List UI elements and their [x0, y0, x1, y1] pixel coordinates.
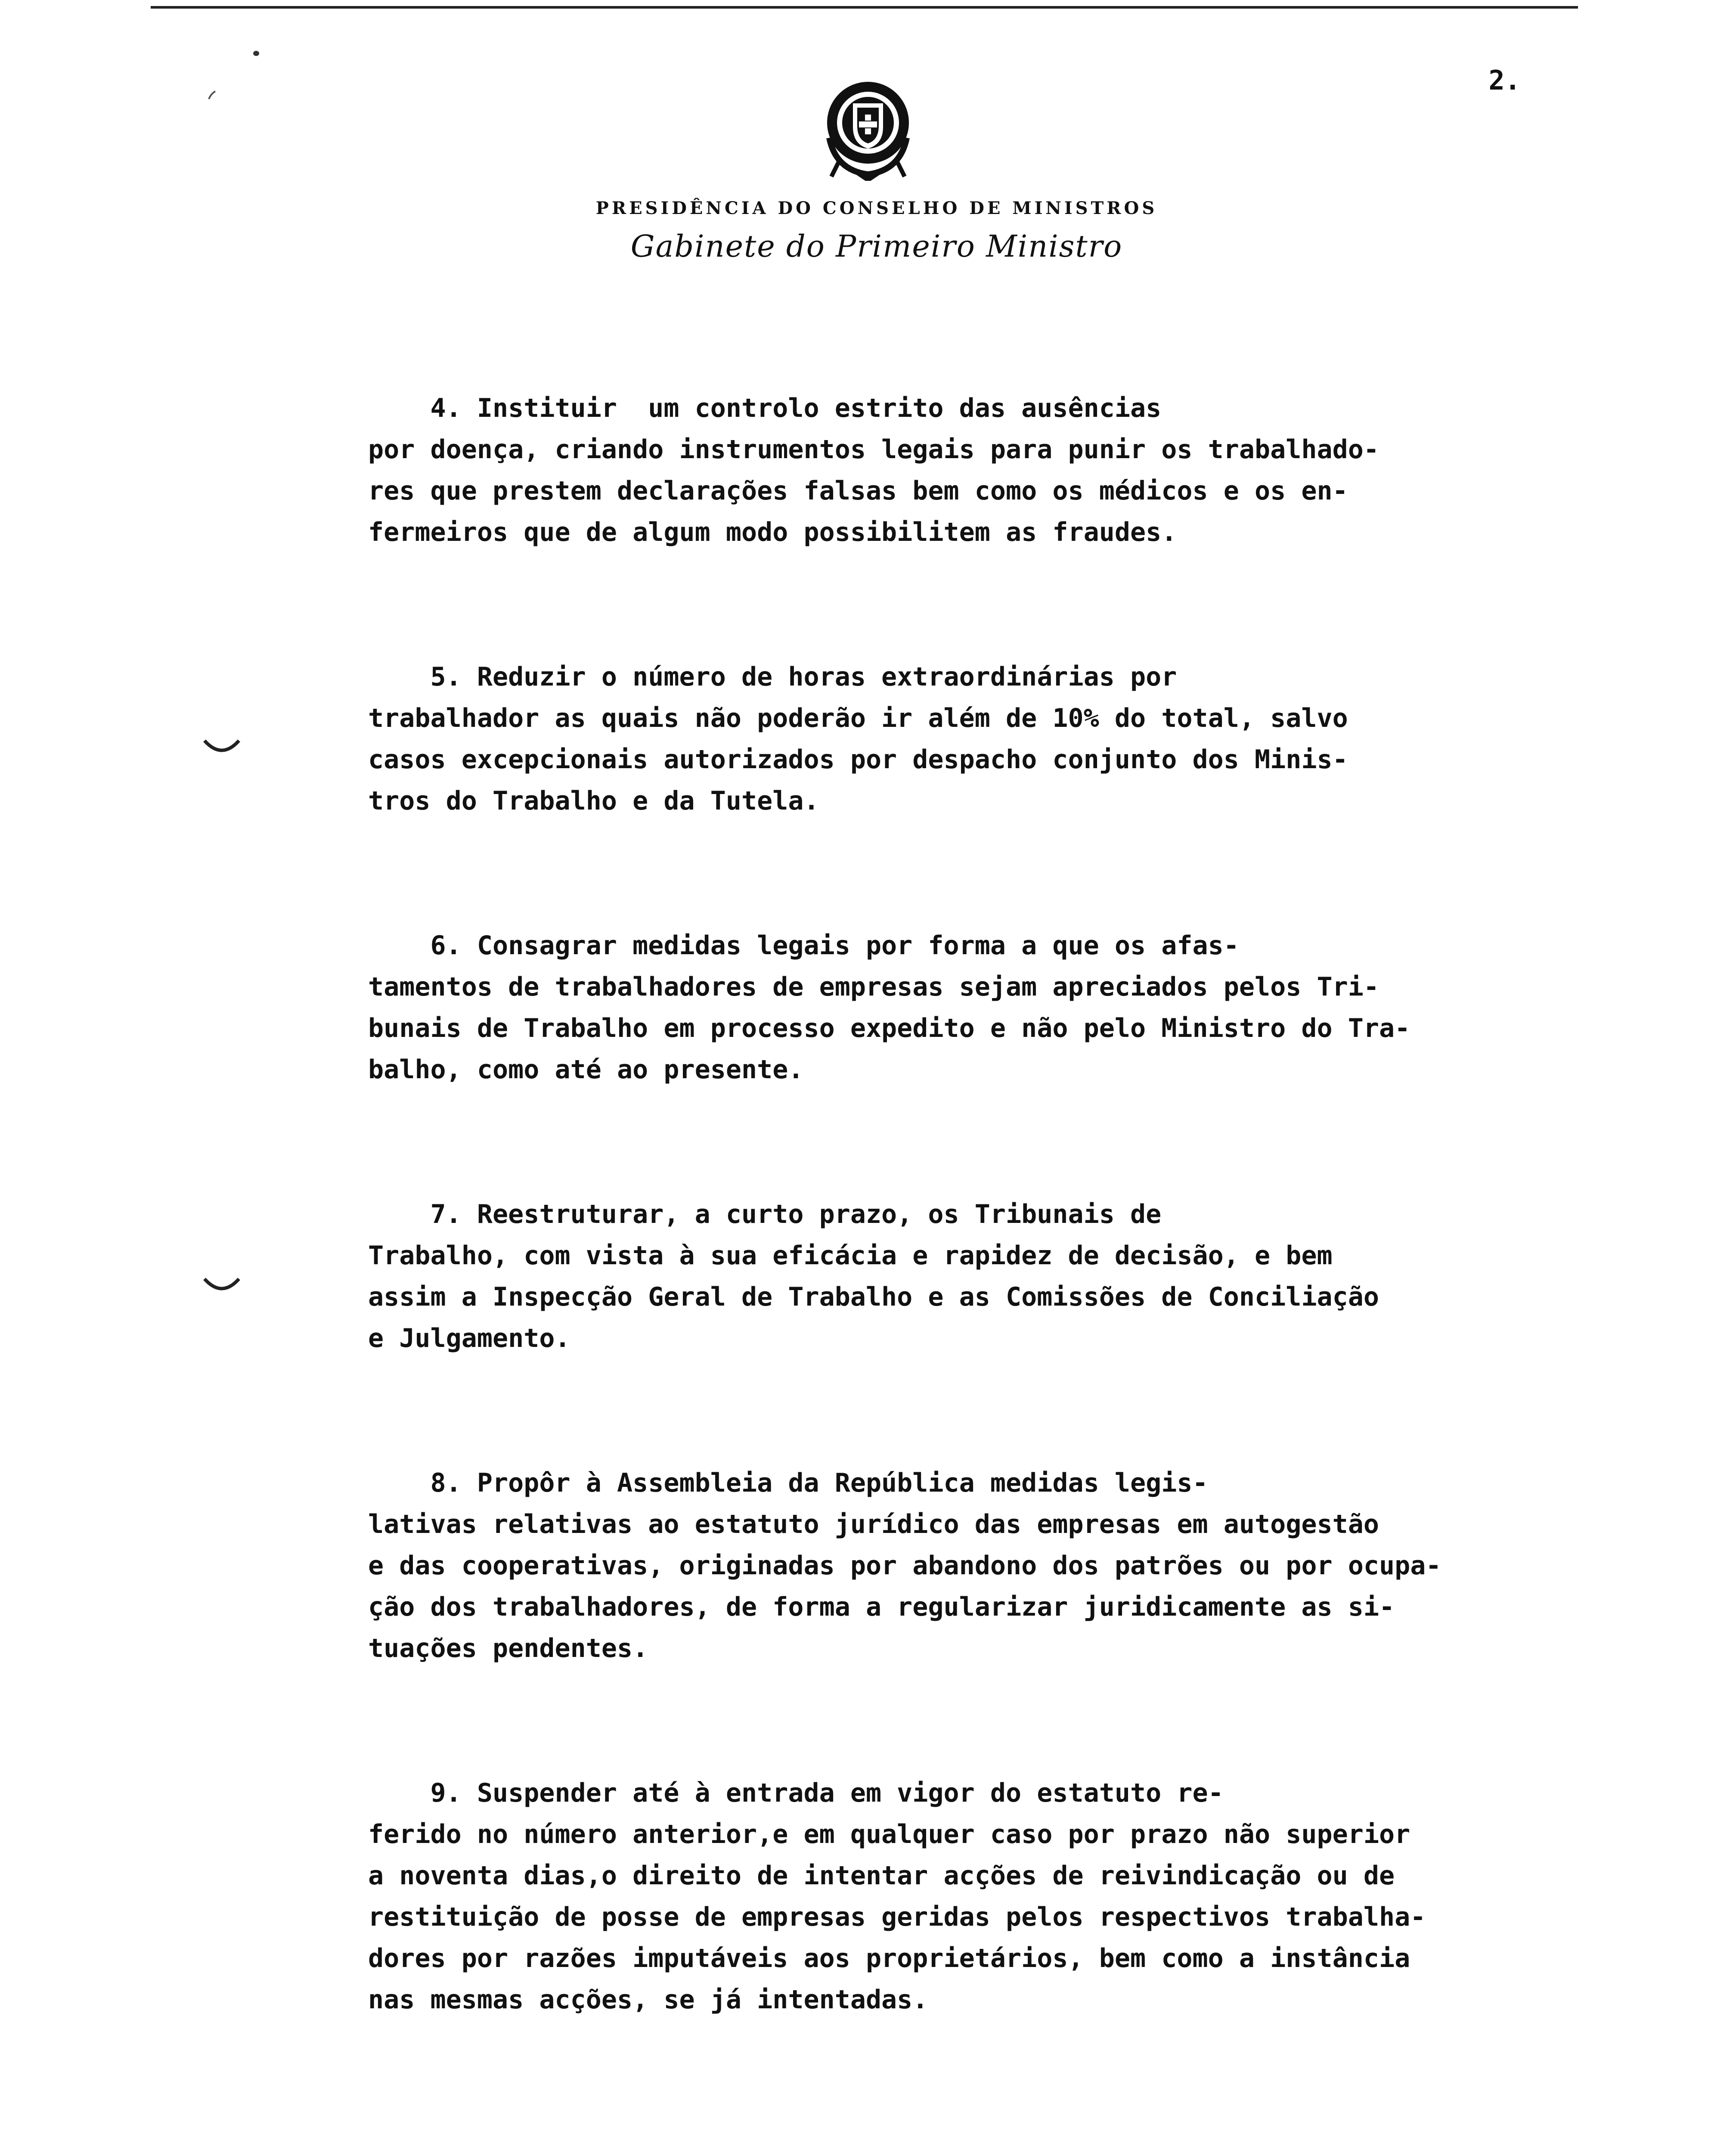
text-line: ferido no número anterior,e em qualquer caso por prazo não superior	[368, 1819, 1410, 1849]
coat-of-arms-icon	[818, 73, 918, 181]
text-line: bunais de Trabalho em processo expedito e não pelo Ministro do Tra-	[368, 1013, 1410, 1043]
paragraph-9	[368, 1772, 1608, 2020]
text-line: tros do Trabalho e da Tutela.	[368, 786, 819, 816]
text-line: por doença, criando instrumentos legais para punir os trabalhado-	[368, 434, 1379, 465]
letterhead	[0, 73, 1736, 264]
document-body	[368, 388, 1608, 2124]
text-line: e Julgamento.	[368, 1323, 570, 1353]
text-line: fermeiros que de algum modo possibilitem as fraudes.	[368, 517, 1177, 547]
text-line: 8. Propôr à Assembleia da República medidas legis-	[368, 1468, 1208, 1498]
text-line: res que prestem declarações falsas bem como os médicos e os en-	[368, 476, 1348, 506]
text-line: nas mesmas acções, se já intentadas.	[368, 1985, 928, 2015]
text-line: 6. Consagrar medidas legais por forma a que os afas-	[368, 931, 1239, 961]
text-line: tamentos de trabalhadores de empresas sejam apreciados pelos Tri-	[368, 972, 1379, 1002]
text-line: Trabalho, com vista à sua eficácia e rapidez de decisão, e bem	[368, 1241, 1333, 1271]
paragraph-6	[368, 925, 1608, 1090]
punch-hole-mark	[202, 732, 241, 762]
text-line: 5. Reduzir o número de horas extraordinárias por	[368, 662, 1177, 692]
paragraph-5	[368, 656, 1608, 822]
text-line: ção dos trabalhadores, de forma a regularizar juridicamente as si-	[368, 1592, 1395, 1622]
text-line: restituição de posse de empresas geridas pelos respectivos trabalha-	[368, 1902, 1426, 1932]
punch-hole-mark	[202, 1270, 241, 1300]
text-line: balho, como até ao presente.	[368, 1055, 804, 1085]
text-line: 9. Suspender até à entrada em vigor do estatuto re-	[368, 1778, 1224, 1808]
text-line: a noventa dias,o direito de intentar acções de reivindicação ou de	[368, 1861, 1395, 1891]
text-line: trabalhador as quais não poderão ir além de 10% do total, salvo	[368, 703, 1348, 733]
text-line: 4. Instituir um controlo estrito das ausências	[368, 393, 1162, 423]
text-line: lativas relativas ao estatuto jurídico das empresas em autogestão	[368, 1509, 1379, 1539]
speck-mark	[253, 51, 259, 56]
text-line: tuações pendentes.	[368, 1633, 648, 1663]
page-number: 2.	[1488, 65, 1521, 96]
paragraph-7	[368, 1194, 1608, 1359]
text-line: 7. Reestruturar, a curto prazo, os Tribunais de	[368, 1199, 1162, 1229]
top-rule	[151, 6, 1578, 9]
text-line: assim a Inspecção Geral de Trabalho e as Comissões de Conciliação	[368, 1282, 1379, 1312]
paragraph-8	[368, 1462, 1608, 1669]
paragraph-4	[368, 388, 1608, 553]
text-line: e das cooperativas, originadas por abandono dos patrões ou por ocupa-	[368, 1551, 1442, 1581]
text-line: dores por razões imputáveis aos proprietários, bem como a instância	[368, 1943, 1410, 1973]
office-name: PRESIDÊNCIA DO CONSELHO DE MINISTROS	[595, 198, 1158, 218]
cabinet-name: Gabinete do Primeiro Ministro	[630, 229, 1123, 264]
text-line: casos excepcionais autorizados por despacho conjunto dos Minis-	[368, 745, 1348, 775]
